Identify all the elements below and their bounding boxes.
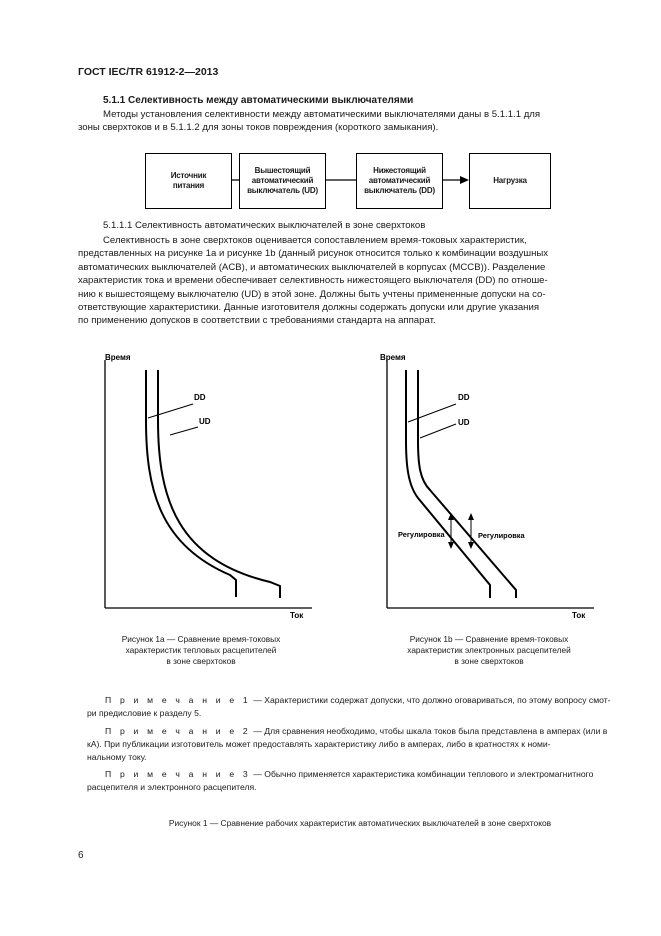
note-label: П р и м е ч а н и е 2 (105, 726, 251, 736)
box-text: автоматический (368, 176, 431, 185)
diagram-connectors (0, 0, 661, 240)
note-text: — Для сравнения необходимо, чтобы шкала токов была представлена в амперах (или в (250, 726, 608, 736)
body-line: характеристик тока и времени обеспечивает селективность нижестоящего выключателя (DD) по отноше- (78, 275, 548, 287)
arrow-head (460, 176, 469, 184)
curve-ud (158, 370, 280, 598)
box-text: Нагрузка (493, 176, 527, 185)
adjust-label-left: Регулировка (398, 530, 445, 539)
caption-line: характеристик электронных расцепителей (407, 645, 571, 655)
arrow-head (468, 542, 474, 549)
box-text: Вышестоящий (254, 166, 311, 175)
figure-1-caption: Рисунок 1 — Сравнение рабочих характеристик автоматических выключателей в зоне сверхтоков (168, 818, 552, 828)
caption-line: в зоне сверхтоков (454, 656, 524, 666)
leader-dd (148, 404, 193, 418)
box-text: Источник (170, 171, 207, 180)
page-number: 6 (78, 850, 84, 861)
body-paragraph (78, 234, 615, 328)
caption-line: Рисунок 1b — Сравнение время-токовых (409, 634, 569, 644)
body-line: Селективность в зоне сверхтоков оценивается сопоставлением время-токовых характеристик, (103, 235, 527, 246)
y-axis-label: Время (380, 353, 406, 362)
note-text: кА). При публикации изготовитель может предоставлять характеристику либо в амперах, либо в кратностях к номи- (87, 739, 551, 749)
leader-ud (170, 427, 198, 435)
caption-1a (90, 634, 312, 667)
note-label: П р и м е ч а н и е 1 (105, 695, 251, 705)
figure-1b (372, 350, 612, 630)
box-text: выключатель (DD) (364, 186, 435, 195)
note-text: расцепителя и электронного расцепителя. (87, 782, 257, 792)
caption-line: характеристик тепловых расцепителей (125, 645, 277, 655)
box-text: Нижестоящий (373, 166, 426, 175)
box-text: автоматический (251, 176, 314, 185)
leader-dd (408, 404, 456, 422)
subsection-title: 5.1.1.1 Селективность автоматических выключателей в зоне сверхтоков (103, 220, 426, 231)
section-title: 5.1.1 Селективность между автоматическими выключателями (103, 95, 414, 106)
body-line: автоматических выключателей (ACB), и автоматических выключателей в корпусах (MCCB)). Разделение (78, 261, 546, 273)
caption-1b (378, 634, 600, 667)
leader-ud (420, 424, 456, 438)
document-header: ГОСТ IEC/TR 61912-2—2013 (78, 66, 219, 78)
label-ud: UD (458, 418, 470, 427)
note-text: ри предисловие к разделу 5. (87, 708, 202, 718)
note-1 (87, 694, 615, 720)
body-line: представленных на рисунке 1а и рисунке 1b (данный рисунок относится только к комбинации воздушных (78, 248, 549, 260)
arrow-head (468, 513, 474, 520)
arrow-head (448, 542, 454, 549)
curve-ud (418, 370, 516, 598)
label-dd: DD (194, 393, 206, 402)
note-text: нальному току. (87, 752, 147, 762)
x-axis-label: Ток (572, 611, 586, 620)
figure-1a (90, 350, 330, 630)
intro-line: зоны сверхтоков и в 5.1.1.2 для зоны токов повреждения (короткого замыкания). (78, 122, 439, 134)
caption-line: Рисунок 1a — Сравнение время-токовых (121, 634, 281, 644)
adjust-label-right: Регулировка (478, 531, 525, 540)
y-axis-label: Время (105, 353, 131, 362)
box-text: выключатель (UD) (247, 186, 318, 195)
note-3 (87, 768, 615, 794)
intro-line: Методы установления селективности между автоматическими выключателями даны в 5.1.1.1 для (103, 109, 541, 120)
body-line: по применению допусков в соответствии с требованиями стандарта на аппарат. (78, 315, 436, 327)
x-axis-label: Ток (290, 611, 304, 620)
label-ud: UD (199, 417, 211, 426)
note-2 (87, 725, 615, 764)
body-line: ответствующие характеристики. Данные изготовителя должны содержать допуски или другие указания (78, 302, 540, 314)
body-line: нию к вышестоящему выключателю (UD) в этой зоне. Должны быть учтены примененные допуски на со- (78, 288, 546, 300)
note-text: — Характеристики содержат допуски, что должно оговариваться, по этому вопросу смот- (250, 695, 611, 705)
label-dd: DD (458, 393, 470, 402)
note-text: — Обычно применяется характеристика комбинации теплового и электромагнитного (250, 769, 594, 779)
box-text: питания (172, 181, 205, 190)
note-label: П р и м е ч а н и е 3 (105, 769, 251, 779)
caption-line: в зоне сверхтоков (166, 656, 236, 666)
